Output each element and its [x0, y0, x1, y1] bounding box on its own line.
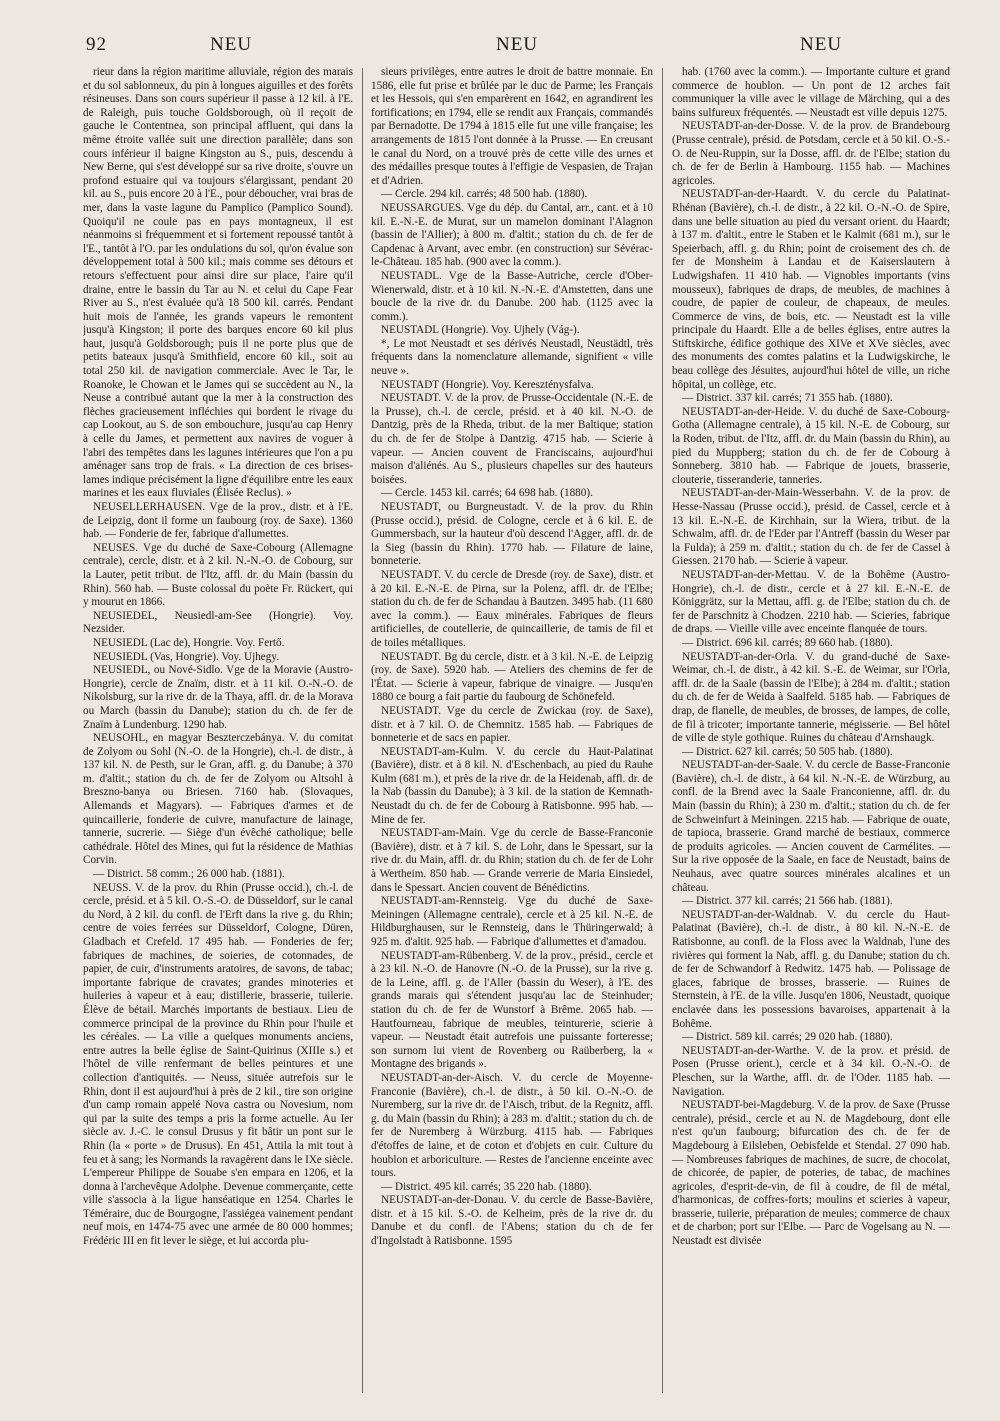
entry-paragraph: rieur dans la région maritime alluviale, région des marais et du sol sablonneux, du pin à longues aiguilles et des forêts résineuses. Dans son cours supérieur il passe à 12 kil. à l'E. de Raleigh, puis touche Goldsborough, où il reçoit de gauche le Contentnea, son principal affluent, qui dans la même étroite vallée suit une direction parallèle; dans son cours inférieur il baigne Kingston au S., puis, descendu à New Berne, qui s'est développé sur sa rive droite, s'ouvre un profond estuaire qui va toujours s'élargissant, pendant 20 kil. au S., puis encore 20 à l'E., pour déboucher, vrai bras de mer, dans la vaste lagune du Pamplico (Pamplico Sound). Quoiqu'il ne coule pas en pays montagneux, il est néanmoins si fréquemment et si fortement repoussé tantôt à l'E., tantôt à l'O. par les ondulations du sol, qu'on évalue son développement total à 500 kil.; mais comme ses détours et retours s'effectuent pour ainsi dire sur place, l'aire qu'il draine, entre le bassin du Tar au N. et celui du Cape Fear River au S., n'est évaluée qu'à 18 500 kil. carrés. Pendant huit mois de l'année, les grands vapeurs le remontent jusqu'à Kingston; il porte des barques encore 60 kil plus haut, jusqu'à Goldsborough; puis il ne porte plus que de petits bateaux jusqu'à Smithfield, encore 60 kil., soit au total 250 kil. de navigation commerciale. Avec le Tar, le Roanoke, le Chowan et le James qui se succèdent au N., la Neuse a contribué autant que la mer à la construction des flèches gracieusement infléchies qui bordent le rivage du cap Lookout, au S. de son embouchure, jusqu'au cap Henry à celle du James, et permettent aux navires de voguer à l'abri des tempêtes dans les lagunes intérieures que l'on a pu aménager sans trop de frais. « La direction de ces brises-lames indique précisément la ligne d'équilibre entre les eaux marines et les eaux fluviales (Élisée Reclus). »: [83, 66, 353, 500]
entry-paragraph: NEUSTADT-bei-Magdeburg. V. de la prov. de Saxe (Prusse centrale), présid., cercle et au N. de Magdebourg, dont elle n'est qu'un faubourg; bifurcation des ch. de fer de Magdebourg à Eilsleben, Oebisfelde et Stendal. 27 090 hab. — Nombreuses fabriques de machines, de sucre, de chocolat, de chicorée, de papier, de poteries, de tabac, de machines agricoles, d'esprit-de-vin, de fil à coudre, de fil de métal, d'harmonicas, de coffres-forts; moulins et scieries à vapeur, brasserie, tuilerie, préparation de meules; commerce de chaux et de charbon; port sur l'Elbe. — Parc de Vogelsang au N. — Neustadt est divisée: [672, 1099, 950, 1248]
entry-paragraph: NEUSTADT. Bg du cercle, distr. et à 3 kil. N.-E. de Leipzig (roy. de Saxe). 5920 hab. — Ateliers des chemins de fer de l'État. — Scierie à vapeur, fabrique de vinaigre. — Jusqu'en 1880 ce bourg a fait partie du faubourg de Schönefeld.: [371, 650, 653, 704]
entry-paragraph: NEUSIEDEL, Neusiedl-am-See (Hongrie). Voy. Nezsider.: [83, 609, 353, 636]
entry-paragraph: NEUSIEDL (Lac de), Hongrie. Voy. Fertő.: [93, 636, 285, 649]
entry-paragraph: — Cercle. 1453 kil. carrés; 64 698 hab. (1880).: [381, 487, 593, 500]
entry-paragraph: NEUSTADT. V. de la prov. de Prusse-Occidentale (N.-E. de la Prusse), ch.-l. de cercle, présid. et à 40 kil. N.-O. de Dantzig, près de la Rheda, tribut. de la mer Baltique; station du ch. de fer de Stolpe à Dantzig. 4715 hab. — Scierie à vapeur. — Ancien couvent de Franciscains, aujourd'hui maison d'aliénés. Au S., plusieurs chapelles sur des hauteurs boisées.: [371, 392, 653, 486]
entry-paragraph: NEUSTADT. V. du cercle de Dresde (roy. de Saxe), distr. et à 20 kil. E.-N.-E. de Pirna, sur la Polenz, affl. dr. de l'Elbe; station du ch. de fer de Schandau à Bautzen. 3495 hab. (11 680 avec la comm.). — Eaux minérales. Fabriques de fleurs artificielles, de coutellerie, de quincaillerie, de tamis de fil et de toiles métalliques.: [371, 568, 653, 649]
entry-paragraph: NEUSTADT-am-Rennsteig. Vge du duché de Saxe-Meiningen (Allemagne centrale), cercle et à 25 kil. N.-E. de Hildburghausen, sur le Rennsteig, dans le Thüringerwald; à 925 m. d'altit. 925 hab. — Fabrique d'allumettes et d'amadou.: [371, 895, 653, 948]
text-column-3: [672, 66, 950, 1406]
entry-paragraph: NEUSTADT-an-der-Dosse. V. de la prov. de Brandebourg (Prusse centrale), présid. de Potsdam, cercle et à 50 kil. O.-S.-O. de Neu-Ruppin, sur la Dosse, affl. dr. de l'Elbe; station du ch. de fer de Berlin à Hambourg. 1155 hab. — Machines agricoles.: [672, 120, 950, 187]
entry-paragraph: NEUSTADT-an-der-Waldnab. V. du cercle du Haut-Palatinat (Bavière), ch.-l. de distr., à 80 kil. N.-N.-E. de Ratisbonne, au confl. de la Floss avec la Waldnab, l'une des rivières qui forment la Nab, affl. g. du Danube; station du ch. de fer de Schwandorf à Redwitz. 1475 hab. — Polissage de glaces, fabrique de brosses, brasserie. — Ruines de Sternstein, à l'E. de la ville. Jusqu'en 1806, Neustadt, quoique enclavée dans les possessions bavaroises, appartenait à la Bohême.: [672, 908, 950, 1030]
entry-paragraph: NEUSTADT. Vge du cercle de Zwickau (roy. de Saxe), distr. et à 7 kil. O. de Chemnitz. 1585 hab. — Fabriques de bonneterie et de sacs en papier.: [371, 704, 653, 745]
entry-paragraph: NEUSTADL. Vge de la Basse-Autriche, cercle d'Ober-Wienerwald, distr. et à 10 kil. N.-N.-E. d'Amstetten, dans une boucle de la rive dr. du Danube. 200 hab. (1125 avec la comm.).: [371, 269, 653, 323]
text-column-1: [83, 66, 353, 1406]
text-column-2: [371, 66, 653, 1406]
entry-paragraph: NEUSIEDL, ou Nové-Sidlo. Vge de la Moravie (Austro-Hongrie), cercle de Znaïm, distr. et à 11 kil. O.-N.-O. de Nikolsburg, sur la rive dr. de la Thaya, affl. dr. de la Morava ou March (bassin du Danube); station du ch. de fer de Znaïm à Lundenburg. 1290 hab.: [83, 664, 353, 731]
entry-paragraph: — District. 696 kil. carrés; 89 660 hab. (1880).: [682, 636, 893, 649]
entry-paragraph: NEUSOHL, en magyar Beszterczebánya. V. du comitat de Zolyom ou Sohl (N.-O. de la Hongrie), ch.-l. de distr., à 137 kil. N. de Pesth, sur le Gran, affl. g. du Danube; à 370 m. d'altit.; station du ch. de fer de Zolyom ou Altsohl à Breszno-banya ou Briesen. 7160 hab. (Slovaques, Allemands et Magyars). — Fabriques d'armes et de quincaillerie, fonderie de cuivre, manufacture de lainage, tannerie, sucrerie. — Siège d'un évêché catholique; belle cathédrale. Hôtel des Mines, qui fut la résidence de Mathias Corvin.: [83, 732, 353, 867]
entry-paragraph: NEUSTADT-an-der-Orla. V. du grand-duché de Saxe-Weimar, ch.-l. de distr., à 42 kil. S.-E. de Weimar, sur l'Orla, affl. dr. de la Saale (bassin de l'Elbe); à 284 m. d'altit.; station du ch. de fer de Weida à Saalfeld. 5185 hab. — Fabriques de drap, de flanelle, de meubles, de brosses, de lampes, de colle, de fil à tricoter; importante tannerie, mégisserie. — Bel hôtel de ville de style gothique. Ruines du château d'Arnshaugk.: [672, 650, 950, 745]
entry-paragraph: NEUSTADT-am-Kulm. V. du cercle du Haut-Palatinat (Bavière), distr. et à 8 kil. N. d'Eschenbach, au pied du Rauhe Kulm (681 m.), et près de la rive dr. de la Heidenab, affl. dr. de la Nab (bassin du Danube); à 3 kil. de la station de Kemnath-Neustadt du ch. de fer de Cobourg à Ratisbonne. 995 hab. — Mine de fer.: [371, 745, 653, 826]
entry-paragraph: — Cercle. 294 kil. carrés; 48 500 hab. (1880).: [381, 188, 588, 201]
entry-paragraph: NEUSIEDL (Vas, Hongrie). Voy. Ujhegy.: [93, 650, 280, 663]
entry-paragraph: NEUSTADT-an-der-Mettau. V. de la Bohême (Austro-Hongrie), ch.-l. de distr., cercle et à 27 kil. E.-N.-E. de Königgrätz, sur la Mettau, affl. g. de l'Elbe; station du ch. de fer de Parschnitz à Chodzen. 2210 hab. — Scieries, fabrique de draps. — Vieille ville avec enceinte flanquée de tours.: [672, 568, 950, 636]
entry-paragraph: NEUSS. V. de la prov. du Rhin (Prusse occid.), ch.-l. de cercle, présid. et à 5 kil. O.-S.-O. de Düsseldorf, sur le canal du Nord, à 2 kil. du confl. de l'Erft dans la rive g. du Rhin; centre de voies ferrées sur Düsseldorf, Cologne, Düren, Gladbach et Crefeld. 17 495 hab. — Fonderies de fer; fabriques de machines, de soieries, de cotonnades, de papier, de cuir, d'instruments aratoires, de savons, de tabac; importante fabrique de cravates; grandes minoteries et huileries à vapeur et à eau; distillerie, brasserie, tuilerie. Élève de bétail. Marchés importants de bestiaux. Lieu de commerce principal de la province du Rhin pour l'huile et les céréales. — La ville a quelques monuments anciens, entre autres la belle église de Saint-Quirinus (XIIIe s.) et l'hôtel de ville renfermant de belles peintures et une collection d'antiquités. — Neuss, située autrefois sur le Rhin, dont il est aujourd'hui à près de 2 kil., tire son origine d'un camp romain appelé Nova castra ou Novesium, nom qui par la suite des temps a pris la forme actuelle. Au Ier siècle av. J.-C. le consul Drusus y fit bâtir un pont sur le Rhin (la « porte » de Drusus). En 451, Attila la mit tout à feu et à sang; les Normands la ravagèrent dans le IXe siècle. L'empereur Philippe de Souabe s'en empara en 1206, et la donna à l'archevêque Adolphe. Devenue commerçante, cette ville s'associa à la ligue hanséatique en 1254. Charles le Téméraire, duc de Bourgogne, l'assiégea vainement pendant neuf mois, en 1474-75 avec une armée de 80 000 hommes; Frédéric III en fit lever le siège, et lui accorda plu-: [83, 881, 353, 1248]
entry-paragraph: NEUSTADT-am-Rübenberg. V. de la prov., présid., cercle et à 23 kil. N.-O. de Hanovre (N.-O. de la Prusse), sur la rive g. de la Leine, affl. g. de l'Aller (bassin du Weser), à l'E. des grands marais qui s'étendent jusqu'au lac de Steinhuder; station du ch. de fer de Wunstorf à Brême. 2065 hab. — Hautfourneau, fabrique de meubles, teinturerie, scierie à vapeur. — Neustadt était autrefois une puissante forteresse; son surnom lui vient de Rovenberg ou Raüberberg, la « Montagne des brigands ».: [371, 949, 653, 1071]
entry-paragraph: NEUSTADL (Hongrie). Voy. Ujhely (Vág-).: [381, 324, 580, 337]
entry-paragraph: — District. 627 kil. carrés; 50 505 hab. (1880).: [682, 745, 893, 758]
entry-paragraph: NEUSTADT-an-der-Aisch. V. du cercle de Moyenne-Franconie (Bavière), ch.-l. de distr., à 50 kil. O.-N.-O. de Nuremberg, sur la rive dr. de l'Aisch, tribut. de la Regnitz, affl. g. du Main (bassin du Rhin); à 283 m. d'altit.; station du ch. de fer de Nuremberg à Würzburg. 4115 hab. — Fabriques d'étoffes de laine, et de coton et d'objets en cuir. Culture du houblon et arboriculture. — Restes de l'ancienne enceinte avec tours.: [371, 1071, 653, 1180]
entry-paragraph: NEUSTADT-an-der-Main-Wesserbahn. V. de la prov. de Hesse-Nassau (Prusse occid.), présid. de Cassel, cercle et à 13 kil. E.-N.-E. de Kirchhain, sur la Wiera, tribut. de la Schwalm, affl. dr. de l'Eder par l'Antreff (bassin du Weser par la Fulda); à 259 m. d'altit.; station du ch. de fer de Cassel à Giessen. 2170 hab. — Scierie à vapeur.: [672, 487, 950, 568]
entry-paragraph: *, Le mot Neustadt et ses dérivés Neustadl, Neustädtl, très fréquents dans la nomenclature allemande, signifient « ville neuve ».: [371, 337, 653, 378]
entry-paragraph: NEUSTADT, ou Burgneustadt. V. de la prov. du Rhin (Prusse occid.), présid. de Cologne, cercle et à 6 kil. E. de Gummersbach, sur la hauteur d'où descend l'Agger, affl. dr. de la Sieg (bassin du Rhin). 1770 hab. — Filature de laine, bonneterie.: [371, 501, 653, 568]
entry-paragraph: NEUSTADT-an-der-Haardt. V. du cercle du Palatinat-Rhénan (Bavière), ch.-l. de distr., à 22 kil. O.-N.-O. de Spire, dans une belle situation au pied du versant orient. du Haardt; à 137 m. d'altit., entre le Staben et le Kalmit (681 m.), sur le Speierbach, affl. g. du Rhin; point de croisement des ch. de fer de Monsheim à Landau et de Kaiserslautern à Ludwigshafen. 11 410 hab. — Vignobles importants (vins mousseux), fabriques de draps, de meubles, de machines à coudre, de papier de couleur, de chapeaux, de meules. Commerce de vins, de bois, etc. — Neustadt est la ville principale du Haardt. Elle a de belles églises, entre autres la Stiftskirche, édifice gothique des XIVe et XVe siècles, avec des monuments des comtes palatins et la Ludwigskirche, le beau collège des Jésuites, aujourd'hui hôtel de ville, un riche hôpital, un collège, etc.: [672, 188, 950, 391]
column-divider: [362, 68, 363, 1393]
entry-paragraph: NEUSTADT (Hongrie). Voy. Kereszténysfalva.: [381, 378, 594, 391]
entry-paragraph: NEUSTADT-an-der-Saale. V. du cercle de Basse-Franconie (Bavière), ch.-l. de distr., à 64 kil. N.-N.-E. de Würzburg, au confl. de la Brend avec la Saale Franconienne, affl. dr. du Main (bassin du Rhin); à 230 m. d'altit.; station du ch. de fer de Schweinfurt à Meiningen. 2215 hab. — Fabrique de ouate, de tapioca, brasserie. Grand marché de bestiaux, commerce de produits agricoles. — Ancien couvent de Carmélites. — Sur la rive opposée de la Saale, en face de Neustadt, bains de Neuhaus, avec quatre sources minérales alcalines et un château.: [672, 759, 950, 894]
entry-paragraph: NEUSTADT-an-der-Warthe. V. de la prov. et présid. de Posen (Prusse orient.), cercle et à 34 kil. O.-N.-O. de Pleschen, sur la Warthe, affl. dr. de l'Oder. 1185 hab. — Navigation.: [672, 1044, 950, 1098]
entry-paragraph: — District. 337 kil. carrés; 71 355 hab. (1880).: [682, 392, 893, 405]
running-head-center: NEU: [496, 34, 539, 55]
entry-paragraph: — District. 377 kil. carrés; 21 566 hab. (1881).: [682, 895, 893, 908]
entry-paragraph: NEUSTADT-an-der-Donau. V. du cercle de Basse-Bavière, distr. et à 15 kil. S.-O. de Kelheim, près de la rive dr. du Danube et du confl. de l'Abens; station du ch de fer d'Ingolstadt à Ratisbonne. 1595: [371, 1194, 653, 1248]
entry-paragraph: — District. 58 comm.; 26 000 hab. (1881).: [93, 868, 285, 881]
entry-paragraph: NEUSTADT-an-der-Heide. V. du duché de Saxe-Cobourg-Gotha (Allemagne centrale), à 15 kil. N.-E. de Cobourg, sur la Roden, tribut. de l'Itz, affl. dr. du Main (bassin du Rhin), au pied du Muppberg; station du ch. de fer de Cobourg à Sonneberg. 3810 hab. — Fabrique de jouets, brasserie, clouterie, tisseranderie, tanneries.: [672, 405, 950, 486]
running-head-right: NEU: [800, 34, 843, 55]
column-divider: [662, 68, 663, 1393]
entry-paragraph: NEUSES. Vge du duché de Saxe-Cobourg (Allemagne centrale), cercle, distr. et à 2 kil. N.-N.-O. de Cobourg, sur la Lauter, petit tribut. de l'Itz, affl. dr. du Main (bassin du Rhin). 560 hab. — Buste colossal du poète Fr. Rückert, qui y mourut en 1866.: [83, 541, 353, 609]
entry-paragraph: hab. (1760 avec la comm.). — Importante culture et grand commerce de houblon. — Un pont de 12 arches fait communiquer la ville avec le village de Märching, qui a des bains sulfureux fréquentés. — Neustadt est ville depuis 1275.: [672, 66, 950, 119]
page-number: 92: [86, 34, 107, 55]
entry-paragraph: — District. 495 kil. carrés; 35 220 hab. (1880).: [381, 1180, 592, 1193]
entry-paragraph: NEUSTADT-am-Main. Vge du cercle de Basse-Franconie (Bavière), distr. et à 7 kil. S. de Lohr, dans le Spessart, sur la rive dr. du Main, affl. dr. du Rhin; station du ch. de fer de Lohr à Wertheim. 850 hab. — Grande verrerie de Maria Einsiedel, dans le Spessart. Ancien couvent de Bénédictins.: [371, 827, 653, 894]
entry-paragraph: NEUSELLERHAUSEN. Vge de la prov., distr. et à l'E. de Leipzig, dont il forme un faubourg (roy. de Saxe). 1360 hab. — Fonderie de fer, fabrique d'allumettes.: [83, 501, 353, 541]
entry-paragraph: — District. 589 kil. carrés; 29 020 hab. (1880).: [682, 1031, 893, 1044]
running-head-left: NEU: [210, 34, 253, 55]
entry-paragraph: sieurs privilèges, entre autres le droit de battre monnaie. En 1586, elle fut prise et brûlée par le duc de Parme; les Français et les Hessois, qui s'en emparèrent en 1642, en agrandirent les fortifications; en 1794, elle se rendit aux Français, commandés par Bernadotte. De 1794 à 1815 elle fut une ville française; les arrangements de 1815 l'ont donnée à la Prusse. — En creusant le canal du Nord, on a trouvé près de cette ville des urnes et des médailles presque toutes à l'effigie de Vespasien, de Trajan et d'Adrien.: [371, 66, 653, 187]
entry-paragraph: NEUSSARGUES. Vge du dép. du Cantal, arr., cant. et à 10 kil. E.-N.-E. de Murat, sur un mamelon dominant l'Alagnon (bassin de l'Allier); à 800 m. d'altit.; station du ch. de fer de Capdenac à Arvant, avec embr. (en construction) sur Sévérac-le-Château. 185 hab. (900 avec la comm.).: [371, 201, 653, 269]
